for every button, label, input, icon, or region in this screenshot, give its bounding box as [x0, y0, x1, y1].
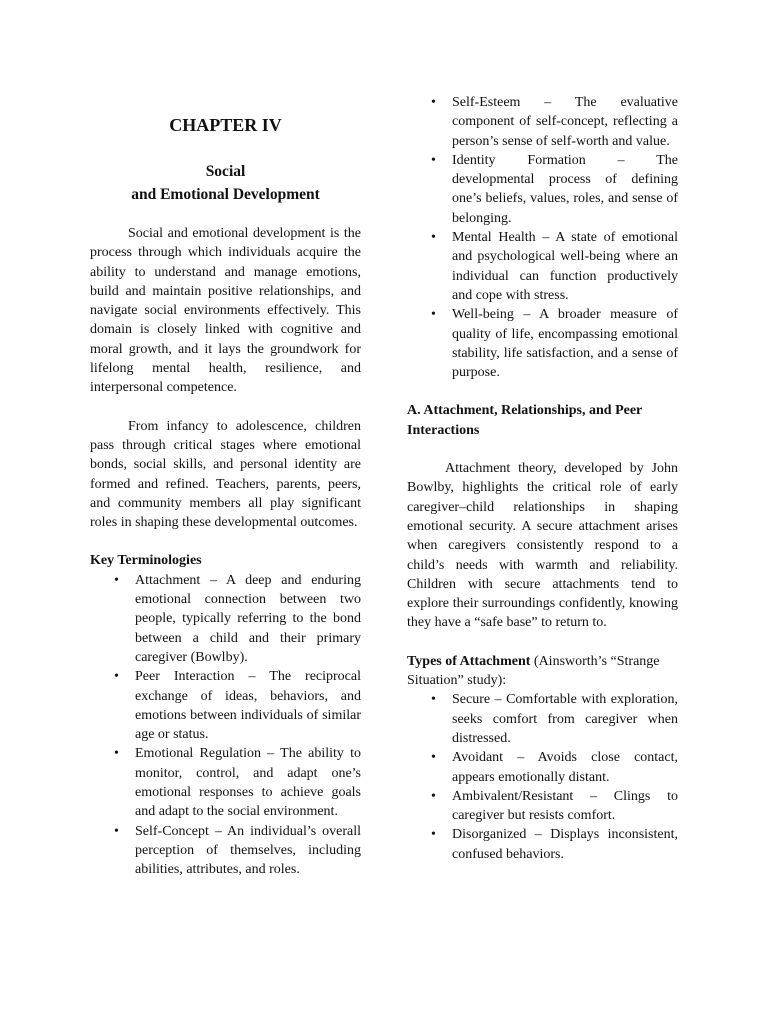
bullet-icon: • — [431, 750, 436, 766]
section-a-heading: A. Attachment, Relationships, and Peer Interactions — [407, 403, 643, 438]
list-item-text: Attachment – A deep and enduring emotional connection between two people, typically referring to the bond between a child and their primary caregiver (Bowlby). — [135, 572, 361, 665]
intro-paragraph: From infancy to adolescence, children pass through critical stages where emotional bonds, social skills, and personal identity are formed and refined. Teachers, parents, peers, and community members all play significant roles in shaping these developmental outcomes. — [90, 418, 361, 531]
list-item — [407, 305, 678, 382]
list-item — [90, 744, 361, 821]
subtitle-line-2: and Emotional Development — [131, 186, 320, 203]
left-column — [90, 113, 361, 880]
chapter-subtitle — [90, 160, 361, 206]
list-item — [407, 93, 678, 151]
list-item — [407, 787, 678, 826]
list-item — [407, 151, 678, 228]
list-item — [407, 748, 678, 787]
right-column — [407, 93, 678, 864]
list-item — [90, 571, 361, 667]
chapter-title: CHAPTER IV — [169, 115, 282, 135]
bullet-icon: • — [431, 788, 436, 804]
bullet-icon: • — [431, 307, 436, 323]
bullet-icon: • — [114, 823, 119, 839]
bullet-icon: • — [114, 572, 119, 588]
bullet-icon: • — [114, 669, 119, 685]
list-item-text: Disorganized – Displays inconsistent, confused behaviors. — [452, 827, 678, 862]
types-heading-rest: (Ainsworth’s “Strange Situation” study): — [407, 653, 660, 689]
key-terms-heading: Key Terminologies — [90, 553, 202, 569]
list-item-text: Well-being – A broader measure of quality of life, encompassing emotional stability, life satisfaction, and a sense of purpose. — [452, 307, 678, 381]
list-item — [407, 228, 678, 305]
list-item — [407, 690, 678, 748]
types-heading — [407, 652, 678, 691]
list-item-text: Ambivalent/Resistant – Clings to caregiver but resists comfort. — [452, 788, 678, 824]
list-item-text: Self-Concept – An individual’s overall perception of themselves, including abilities, attributes, and roles. — [135, 823, 361, 878]
list-item — [90, 822, 361, 880]
list-item-text: Mental Health – A state of emotional and psychological well-being where an individual can function productively and cope with stress. — [452, 230, 678, 303]
intro-paragraph: Social and emotional development is the process through which individuals acquire the ability to understand and manage emotions, build and maintain positive relationships, and navigate social environments effectively. This domain is closely linked with cognitive and moral growth, and it lays the groundwork for lifelong mental health, resilience, and interpersonal competence. — [90, 226, 361, 396]
section-a-paragraph: Attachment theory, developed by John Bowlby, highlights the critical role of early caregiver–child relationships in shaping emotional security. A secure attachment arises when caregivers consistently respond to a child’s needs with warmth and reliability. Children with secure attachments tend to explore their surroundings confidently, knowing they have a “safe base” to return to. — [407, 461, 678, 631]
list-item-text: Emotional Regulation – The ability to monitor, control, and adapt one’s emotional responses to achieve goals and adapt to the social environment. — [135, 746, 361, 820]
attachment-types-list — [407, 690, 678, 864]
list-item-text: Secure – Comfortable with exploration, seeks comfort from caregiver when distressed. — [452, 692, 678, 746]
key-terms-list — [90, 571, 361, 880]
list-item — [407, 825, 678, 864]
list-item-text: Identity Formation – The developmental process of defining one’s beliefs, values, roles, and sense of belonging. — [452, 152, 678, 226]
list-item-text: Avoidant – Avoids close contact, appears emotionally distant. — [452, 750, 678, 785]
bullet-icon: • — [431, 230, 436, 246]
list-item-text: Self-Esteem – The evaluative component of self-concept, reflecting a person’s sense of self-worth and value. — [452, 95, 678, 149]
bullet-icon: • — [114, 746, 119, 762]
subtitle-line-1: Social — [205, 163, 246, 180]
bullet-icon: • — [431, 692, 436, 708]
bullet-icon: • — [431, 95, 436, 110]
types-heading-bold: Types of Attachment — [407, 653, 531, 669]
bullet-icon: • — [431, 152, 436, 168]
list-item — [90, 667, 361, 744]
list-item-text: Peer Interaction – The reciprocal exchange of ideas, behaviors, and emotions between individuals of similar age or status. — [135, 669, 361, 743]
key-terms-list-continued — [407, 93, 678, 382]
bullet-icon: • — [431, 827, 436, 843]
